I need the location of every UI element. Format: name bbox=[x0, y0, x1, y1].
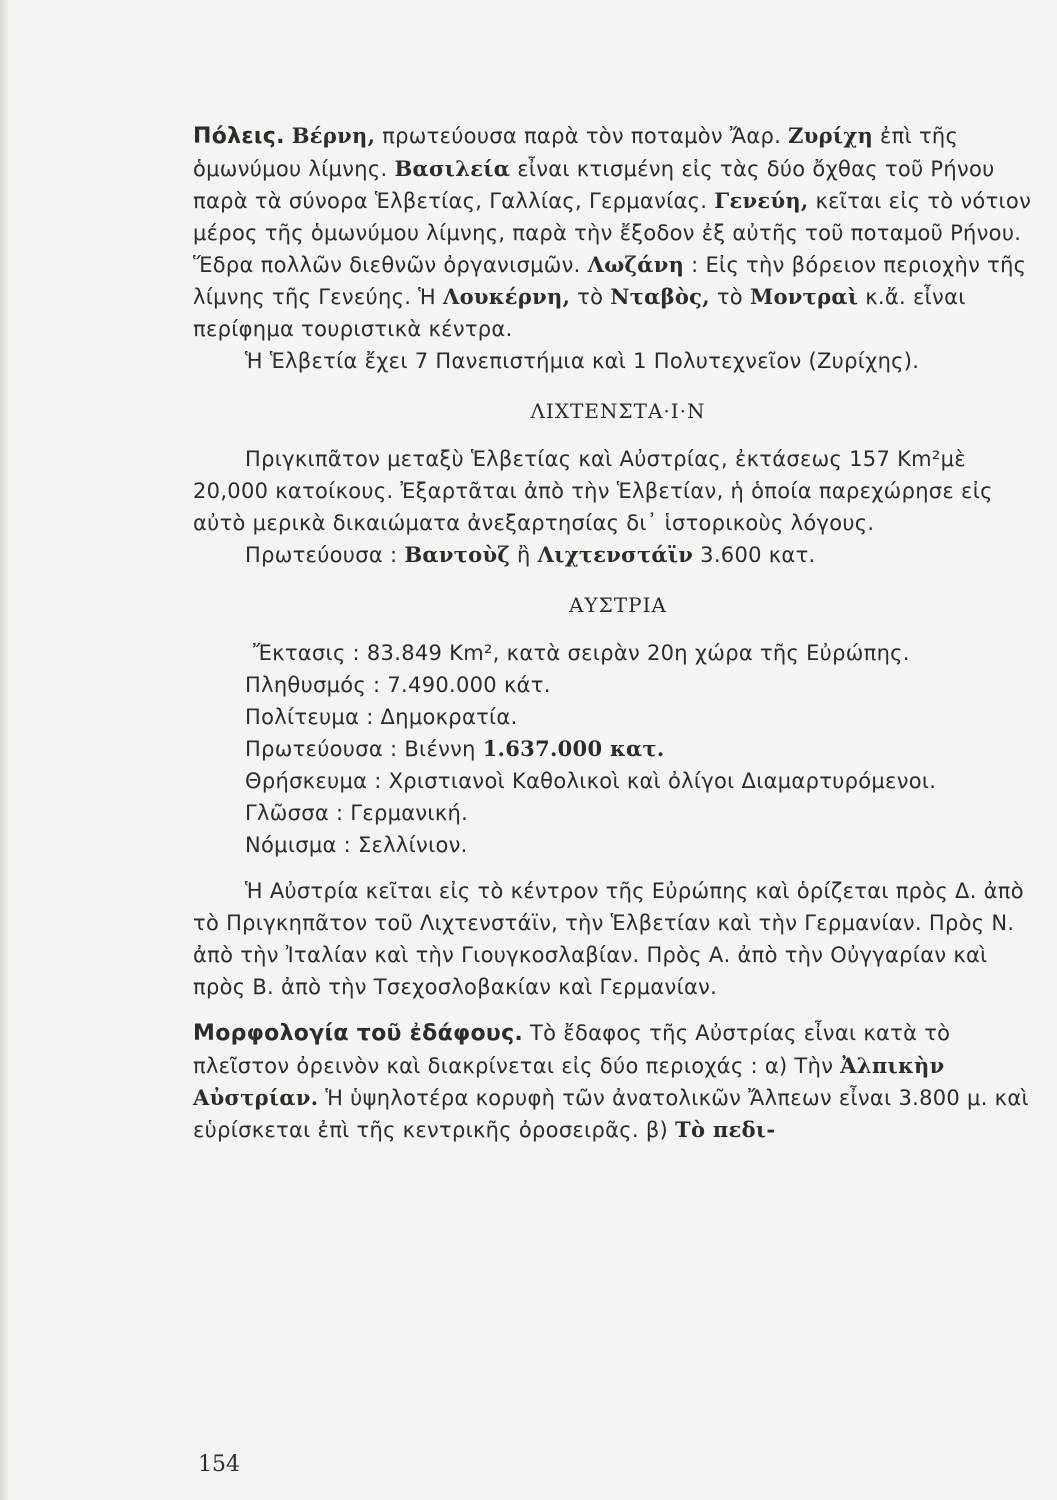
spacer bbox=[193, 861, 1043, 875]
austria-capital-population: 1.637.000 κατ. bbox=[482, 736, 665, 761]
lausanne-desc: : Εἰς τὴν βόρειον περιοχὴν τῆς λίμνης τῆς Γενεύης. Ἡ bbox=[193, 253, 1027, 309]
morphology-text-2: Ἡ ὑψηλοτέρα κορυφὴ τῶν ἀνατολικῶν Ἄλπεων εἶναι 3.800 μ. καὶ εὑρίσκεται ἐπὶ τῆς κεντρικῆς ὀροσειρᾶς. β) bbox=[193, 1086, 1029, 1142]
liechtenstein-paragraph: Πριγκιπᾶτον μεταξὺ Ἑλβετίας καὶ Αὐστρίας, ἐκτάσεως 157 Km²μὲ 20,000 κατοίκους. Ἐξαρτᾶται ἀπὸ τὴν Ἑλβετίαν, ἡ ὁποία παρεχώρησε εἰς αὐτὸ μερικὰ δικαιώματα ἀνεξαρτησίας δι᾽ ἱστορικοὺς λόγους. bbox=[193, 447, 993, 535]
bern: Βέρνη, bbox=[291, 123, 376, 148]
montreux: Μοντραὶ bbox=[749, 284, 859, 309]
cities-label: Πόλεις. bbox=[193, 124, 285, 149]
austria-borders-paragraph: Ἡ Αὐστρία κεῖται εἰς τὸ κέντρον τῆς Εὐρώπης καὶ ὁρίζεται πρὸς Δ. ἀπὸ τὸ Πριγκηπᾶτον τοῦ Λιχτενστάϊν, τὴν Ἑλβετίαν καὶ τὴν Γερμανίαν. Πρὸς Ν. ἀπὸ τὴν Ἰταλίαν καὶ τὴν Γιουγκοσλαβίαν. Πρὸς Α. ἀπὸ τὴν Οὐγγαρίαν καὶ πρὸς Β. ἀπὸ τὴν Τσεχοσλοβακίαν καὶ Γερμανίαν. bbox=[193, 879, 1024, 999]
or-word: ἢ bbox=[510, 543, 538, 567]
geneva: Γενεύη, bbox=[714, 188, 809, 213]
austria-capital-label: Πρωτεύουσα : Βιέννη bbox=[245, 737, 483, 761]
liechtenstein-heading: ΛΙΧΤΕΝΣΤΑ·Ι·Ν bbox=[530, 399, 706, 423]
geneva-desc: κεῖται εἰς τὸ νότιον μέρος τῆς ὁμωνύμου λίμνης, παρὰ τὴν ἔξοδον ἐξ αὐτῆς τοῦ ποταμοῦ Ρήνου. Ἕδρα πολλῶν διεθνῶν ὀργανισμῶν. bbox=[193, 189, 1032, 277]
basel-desc: εἶναι κτισμένη εἰς τὰς δύο ὄχθας τοῦ Ρήνου παρὰ τὰ σύνορα Ἑλβετίας, Γαλλίας, Γερμανίας. bbox=[193, 157, 995, 213]
basel: Βασιλεία bbox=[394, 156, 511, 181]
alpine-austria: Ἀλπικὴν Αὐστρίαν. bbox=[193, 1053, 945, 1110]
liechtenstein-population: 3.600 κατ. bbox=[693, 543, 816, 567]
page-content bbox=[193, 120, 1043, 1146]
to-1: τὸ bbox=[570, 285, 611, 309]
austria-language: Γλῶσσα : Γερμανική. bbox=[245, 801, 469, 825]
morphology-label: Μορφολογία τοῦ ἐδάφους. bbox=[193, 1021, 524, 1046]
vaduz: Βαντοὺζ bbox=[404, 542, 511, 567]
austria-government: Πολίτευμα : Δημοκρατία. bbox=[245, 705, 518, 729]
morphology-text-1: Τὸ ἔδαφος τῆς Αὐστρίας εἶναι κατὰ τὸ πλεῖστον ὀρεινὸν καὶ διακρίνεται εἰς δύο περιοχάς : α) Τὴν bbox=[193, 1021, 951, 1078]
liechtenstein-capital bbox=[193, 539, 1043, 571]
austria-currency: Νόμισμα : Σελλίνιον. bbox=[245, 833, 468, 857]
austria-heading: ΑΥΣΤΡΙΑ bbox=[569, 593, 667, 617]
davos: Νταβὸς, bbox=[610, 284, 710, 309]
page-number: 154 bbox=[198, 1452, 240, 1477]
lausanne: Λωζάνη bbox=[587, 252, 685, 277]
austria-population: Πληθυσμός : 7.490.000 κάτ. bbox=[245, 673, 551, 697]
austria-capital bbox=[245, 733, 1043, 765]
tourism-desc: κ.ἄ. εἶναι περίφημα τουριστικὰ κέντρα. bbox=[193, 285, 966, 341]
cities-paragraph bbox=[193, 120, 1043, 345]
liechtenstein-capital-label: Πρωτεύουσα : bbox=[245, 543, 405, 567]
austria-religion: Θρήσκευμα : Χριστιανοὶ Καθολικοὶ καὶ ὀλίγοι Διαμαρτυρόμενοι. bbox=[245, 769, 937, 793]
bern-desc: πρωτεύουσα παρὰ τὸν ποταμὸν Ἄαρ. bbox=[375, 124, 782, 148]
page-edge bbox=[0, 0, 10, 1500]
universities-paragraph: Ἡ Ἑλβετία ἔχει 7 Πανεπιστήμια καὶ 1 Πολυτεχνεῖον (Ζυρίχης). bbox=[245, 349, 920, 373]
liechtenstein-town: Λιχτενστάϊν bbox=[537, 542, 694, 567]
spacer bbox=[193, 1003, 1043, 1017]
zurich-desc: ἐπὶ τῆς ὁμωνύμου λίμνης. bbox=[193, 124, 959, 181]
austria-area: Ἔκτασις : 83.849 Km², κατὰ σειρὰν 20η χώρα τῆς Εὐρώπης. bbox=[253, 641, 910, 665]
plain-austria: Τὸ πεδι- bbox=[675, 1117, 776, 1142]
lucerne: Λουκέρνη, bbox=[443, 284, 571, 309]
morphology-paragraph bbox=[193, 1017, 1043, 1146]
zurich: Ζυρίχη bbox=[788, 123, 874, 148]
to-2: τὸ bbox=[709, 285, 750, 309]
